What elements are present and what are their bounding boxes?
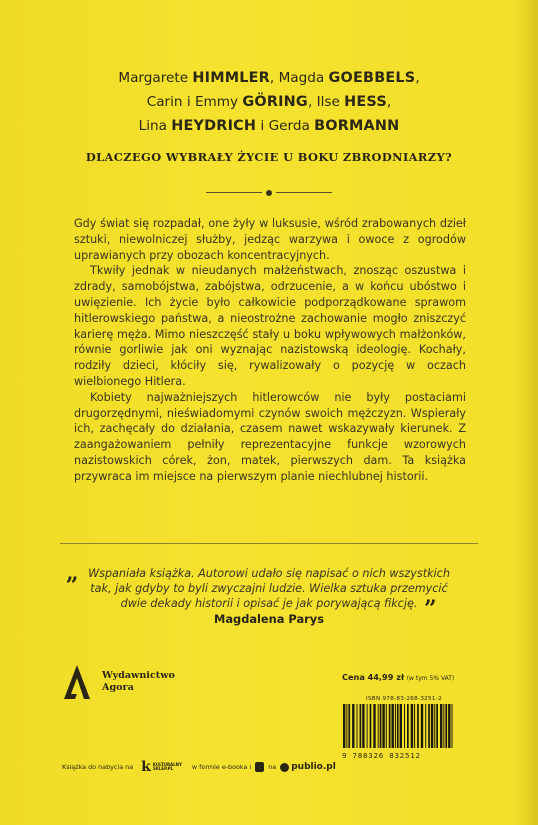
barcode-bar [380,704,382,748]
barcode-bar [445,704,447,748]
barcode-bar [421,704,423,748]
name-text: , [415,70,420,86]
review-quote: Wspaniała książka. Autorowi udało się napisać o nich wszystkich tak, jak gdyby to byli zwyczajni ludzie. Wielka sztuka przemycić dwie dekady historii i opisać je jak porywającą fikcję. [88,567,450,610]
agora-logo-icon [62,664,92,700]
barcode-bar [417,704,419,748]
barcode-bar [373,704,375,748]
barcode-bar [411,704,413,748]
names-line [40,114,498,138]
barcode-bar [362,704,364,748]
cover-edge [524,0,538,825]
names-line [40,66,498,90]
surname: GÖRING [242,94,308,110]
quote-close-mark: ” [424,596,437,622]
quote-author: Magdalena Parys [214,612,324,626]
barcode-bar [397,704,399,748]
name-text: Carin i Emmy [146,94,243,110]
question-heading: DLACZEGO WYBRAŁY ŻYCIE U BOKU ZBRODNIARZY? [85,150,453,164]
barcode-bar [407,704,409,748]
barcode-bar [352,704,354,748]
barcode-bar [386,704,387,748]
availability-footer: Książka do nabycia na k KULTURALNY SKLEP.PL w formie e-booka i na publio.pl [62,759,336,775]
surname: HEYDRICH [171,118,257,134]
isbn-barcode [340,696,458,760]
surname: GOEBBELS [328,70,416,86]
barcode-bar [357,704,358,748]
barcode-bar [382,704,384,748]
publisher-name: Wydawnictwo Agora [102,670,175,693]
barcode-bar [389,704,391,748]
blurb-paragraph: Tkwiły jednak w nieudanych małżeństwach, znosząc oszustwa i zdrady, samobójstwa, zabójstwa, odrzucenie, a w końcu ubóstwo i uwięzienie. Ich życie było całkowicie podporządkowane sprawom hitlerowskiego państwa, a nieostrożne zachowanie mogło zniszczyć karierę męża. Mimo nieszczęść stały u boku wpływowych małżonków, równie gorliwie jak oni wyznając nazistowską ideologię. Kochały, rodziły dzieci, kłóciły się, rywalizowały o pozycję w oczach wielbionego Hitlera. [74,264,466,388]
name-text: , [386,94,392,110]
barcode-bar [343,704,345,748]
names-line [40,90,498,114]
barcode-bar [440,704,442,748]
surname: HIMMLER [192,70,270,86]
barcode-bar [392,704,394,748]
barcode-bar [367,704,368,748]
barcode-bar [434,704,435,748]
blurb-text [74,216,466,485]
blurb-paragraph: Gdy świat się rozpadał, one żyły w luksusie, wśród zrabowanych dzieł sztuki, niewolniczej służby, jedząc warzywa i owoce z ogrodów uprawianych przy obozach koncentracyjnych. [74,217,466,262]
barcode-icon [340,704,458,748]
barcode-bar [378,704,379,748]
barcode-bar [400,704,402,748]
surname: BORMANN [314,118,400,134]
blurb-paragraph: Kobiety najważniejszych hitlerowców nie były postaciami drugorzędnymi, nieświadomymi czynów swoich mężczyzn. Wspierały ich, zachęcały do działania, czasem nawet wskazywały kierunek. Z zaangażowaniem pełniły reprezentacyjne funkcje wzorowych nazistowskich córek, żon, matek, pierwszych dam. Ta książka przywraca im miejsce na pierwszym planie niechlubnej historii. [74,390,466,483]
barcode-bar [348,704,350,748]
name-text: , Magda [269,70,329,86]
publio-logo: publio.pl [280,762,336,772]
publio-icon [280,763,289,772]
barcode-bar [346,704,347,748]
barcode-bar [436,704,438,748]
ebook-icon [255,762,264,772]
barcode-bar [431,704,433,748]
barcode-bar [443,704,444,748]
ean-number: 9 788326 832512 [342,751,421,760]
barcode-bar [370,704,372,748]
price-label: Cena 44,99 zł (w tym 5% VAT) [342,672,455,682]
barcode-bar [360,704,362,748]
name-text: Lina [138,118,172,134]
barcode-bar [448,704,450,748]
barcode-bar [395,704,396,748]
barcode-bar [452,704,453,748]
barcode-bar [414,704,415,748]
barcode-bar [425,704,426,748]
barcode-bar [428,704,430,748]
ornament-divider [206,187,332,199]
name-text: i Gerda [256,118,315,134]
names-heading [40,66,498,138]
quote-open-mark: „ [66,560,79,586]
kulturalny-logo-icon: k KULTURALNY SKLEP.PL [141,759,182,775]
name-text: , Ilse [307,94,345,110]
name-text: Margarete [118,70,193,86]
isbn-text: ISBN 978-83-268-3251-2 [366,696,442,702]
barcode-bar [404,704,405,748]
surname: HESS [344,94,387,110]
section-rule [60,543,478,544]
